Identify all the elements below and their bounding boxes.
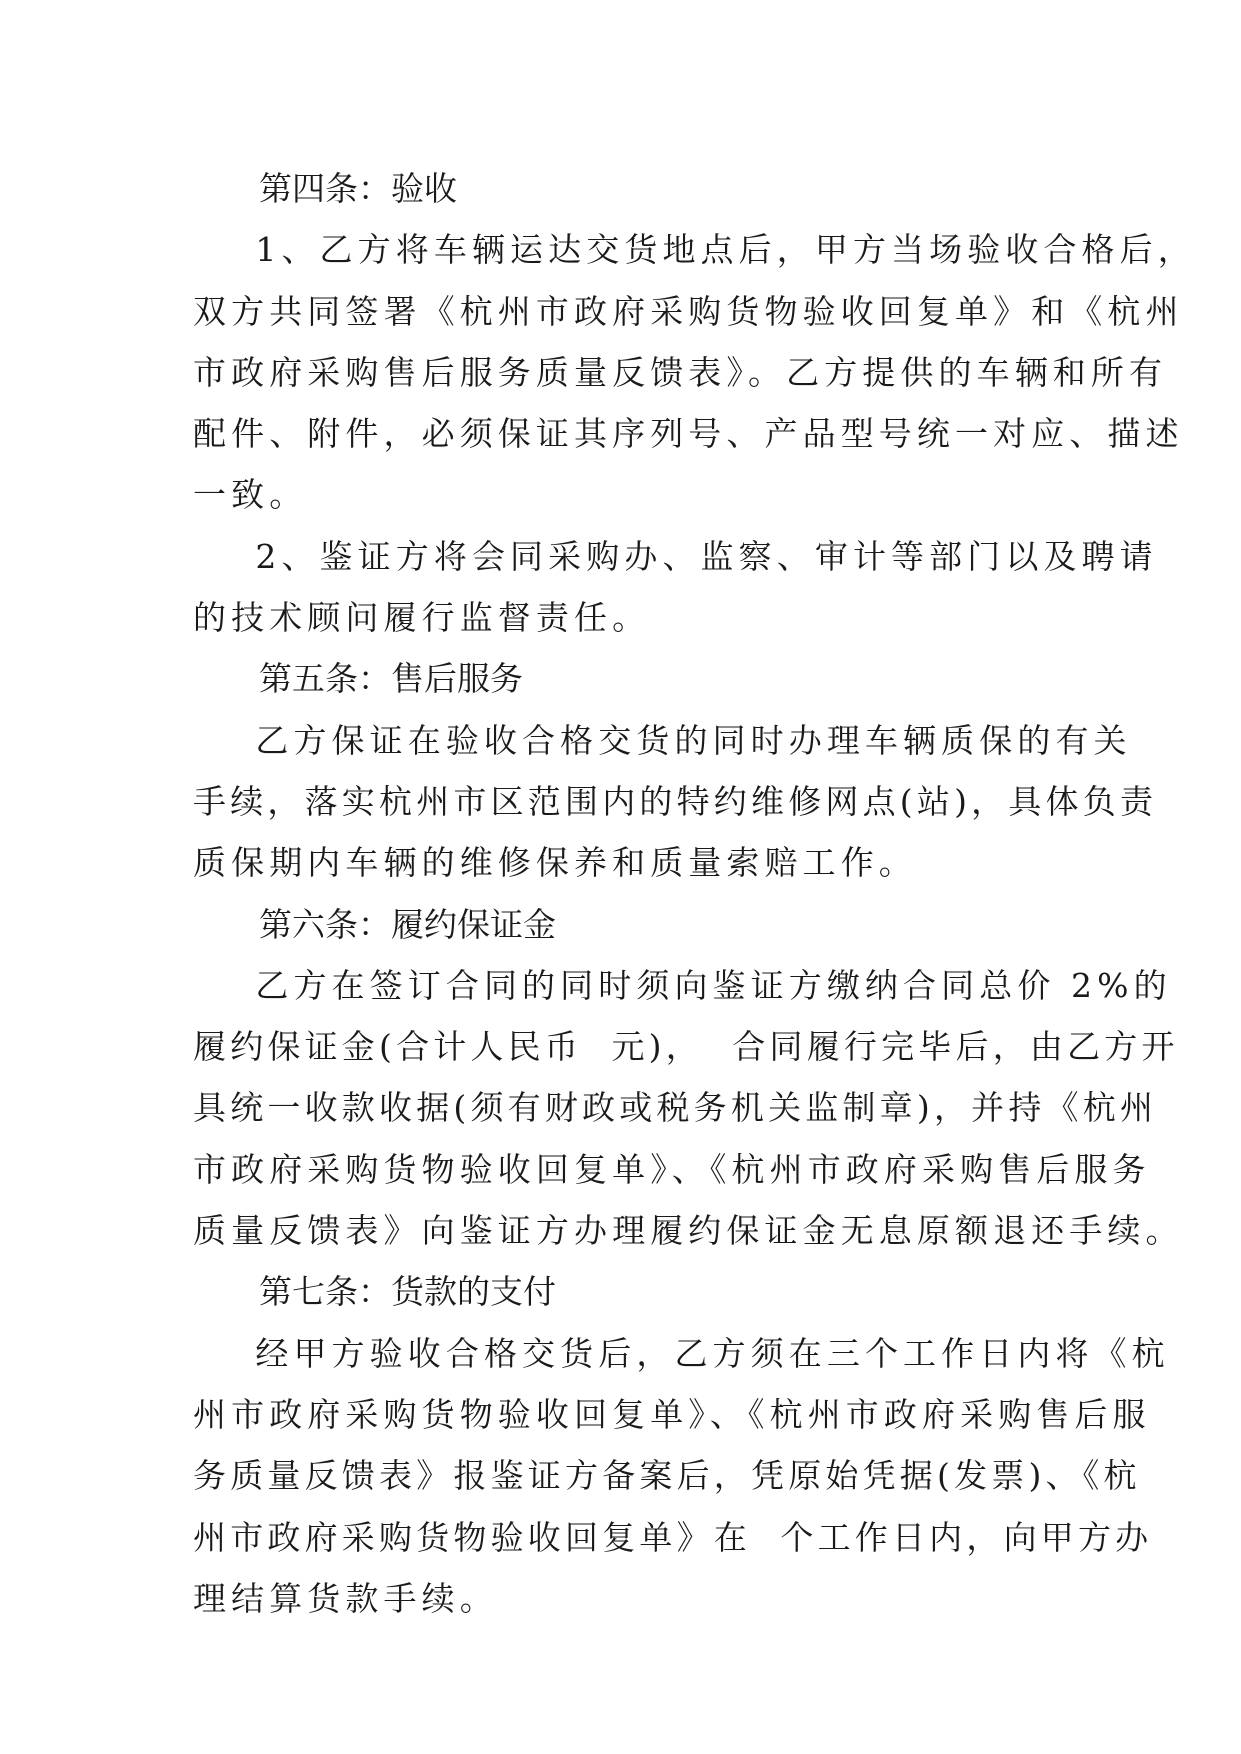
paragraph-line: 质保期内车辆的维修保养和质量索赔工作。: [193, 843, 917, 883]
section-heading-article-5: 第五条：售后服务: [259, 659, 523, 699]
paragraph-line: 市政府采购货物验收回复单》、《杭州市政府采购售后服务: [193, 1149, 1151, 1189]
paragraph-line: 2、鉴证方将会同采购办、监察、审计等部门以及聘请: [193, 536, 1158, 576]
paragraph-line: 乙方保证在验收合格交货的同时办理车辆质保的有关: [193, 720, 1132, 760]
paragraph-line: 一致。: [193, 475, 308, 515]
paragraph-line: 的技术顾问履行监督责任。: [193, 598, 651, 638]
paragraph-line: 经甲方验收合格交货后，乙方须在三个工作日内将《杭: [193, 1333, 1170, 1373]
document-body: [193, 158, 1196, 1629]
paragraph-line: 1、乙方将车辆运达交货地点后，甲方当场验收合格后，: [193, 230, 1196, 270]
paragraph-line: 配件、附件，必须保证其序列号、产品型号统一对应、描述: [193, 414, 1184, 454]
paragraph-line: 手续，落实杭州市区范围内的特约维修网点(站)，具体负责: [193, 781, 1158, 821]
paragraph-line: 质量反馈表》向鉴证方办理履约保证金无息原额退还手续。: [193, 1211, 1184, 1251]
paragraph-line: 理结算货款手续。: [193, 1578, 498, 1618]
section-heading-article-6: 第六条：履约保证金: [259, 904, 556, 944]
paragraph-line: 履约保证金(合计人民币 元)， 合同履行完毕后，由乙方开: [193, 1027, 1179, 1067]
paragraph-line: 双方共同签署《杭州市政府采购货物验收回复单》和《杭州: [193, 291, 1184, 331]
paragraph-line: 州市政府采购货物验收回复单》、《杭州市政府采购售后服: [193, 1394, 1151, 1434]
section-heading-article-7: 第七条：货款的支付: [259, 1272, 556, 1312]
paragraph-line: 乙方在签订合同的同时须向鉴证方缴纳合同总价 2%的: [193, 965, 1172, 1005]
section-heading-article-4: 第四条：验收: [259, 169, 457, 208]
paragraph-line: 市政府采购售后服务质量反馈表》。乙方提供的车辆和所有: [193, 352, 1168, 392]
paragraph-line: 具统一收款收据(须有财政或税务机关监制章)，并持《杭州: [193, 1088, 1158, 1128]
paragraph-line: 州市政府采购货物验收回复单》在 个工作日内，向甲方办: [193, 1517, 1153, 1557]
paragraph-line: 务质量反馈表》报鉴证方备案后，凭原始凭据(发票)、《杭: [193, 1456, 1141, 1496]
